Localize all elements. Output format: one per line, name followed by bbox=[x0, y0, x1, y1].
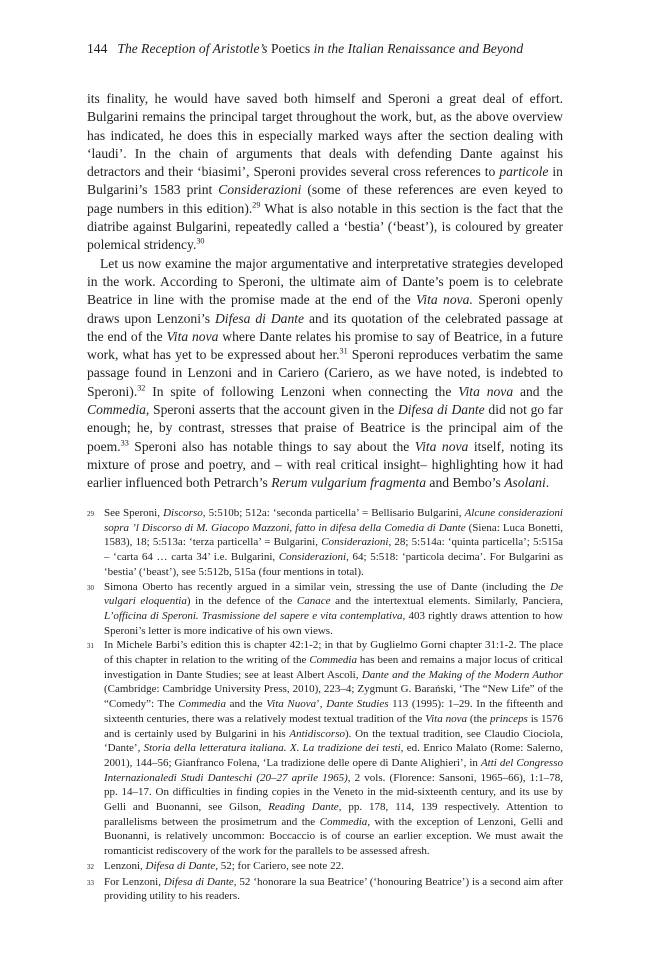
footnote-text bbox=[104, 580, 563, 639]
italic-run: Canace bbox=[296, 595, 331, 608]
footnote-text bbox=[104, 875, 563, 904]
text-run: and the bbox=[513, 383, 564, 399]
italic-run: Discorso bbox=[163, 507, 203, 519]
italic-run: Vita nova bbox=[425, 712, 468, 725]
italic-run: Difesa di Dante bbox=[214, 310, 305, 326]
footnote-text bbox=[104, 506, 563, 580]
italic-run: Difesa di Dante bbox=[163, 875, 234, 888]
page-number: 144 bbox=[87, 41, 108, 56]
footnote-number: 33 bbox=[87, 878, 94, 887]
text-run: ) in the defence of the bbox=[186, 595, 297, 608]
footnote-29 bbox=[87, 506, 563, 580]
italic-run: princeps bbox=[489, 712, 528, 725]
text-run: , 5:510b; 512a: ‘seconda particella’ = Bellisario Bulgarini, bbox=[202, 507, 465, 519]
text-run: and Bembo’s bbox=[426, 475, 505, 491]
italic-run: Asolani bbox=[504, 475, 546, 491]
italic-run: Considerazioni bbox=[218, 182, 302, 198]
italic-run: Commedia bbox=[319, 815, 368, 828]
text-run: , ed. Enrico Malato (Rome: Salerno, 2001), 144–56; Gianfranco Folena, ‘La tradizione delle opere di Dante Alighieri’, in bbox=[104, 742, 563, 769]
text-run: , 52; for Cariero, see note 22. bbox=[215, 859, 344, 872]
text-run: did not go far enough; he, by contrast, stresses that praise of Beatrice is the principal aim of the poem. bbox=[87, 402, 563, 454]
note-ref-33[interactable]: 33 bbox=[120, 437, 129, 447]
text-run: (Cambridge: Cambridge University Press, 2010), 223–4; Zygmunt G. Barański, ‘The “New Life” of the “Comedy”: The bbox=[104, 683, 563, 711]
italic-run: Dante and the Making of the Modern Author bbox=[361, 668, 563, 681]
italic-run: Vita nova bbox=[458, 383, 514, 399]
note-ref-32[interactable]: 32 bbox=[137, 383, 146, 393]
italic-run: Commedia bbox=[178, 698, 226, 711]
italic-run: Vita Nuova bbox=[266, 698, 317, 711]
text-run: Simona Oberto has recently argued in a similar vein, stressing the use of Dante (including the bbox=[104, 580, 551, 593]
italic-run: Reading Dante bbox=[268, 801, 339, 814]
footnote-31 bbox=[87, 638, 563, 859]
text-run: What is also notable in this section is the fact that the diatribe against Bulgarini, repeatedly called a ‘bestia’ (‘beast’), is coloured by greater polemical stridency. bbox=[87, 200, 563, 253]
text-run: For Lenzoni, bbox=[104, 875, 164, 888]
footnote-number: 32 bbox=[87, 862, 94, 871]
footnotes bbox=[87, 506, 563, 904]
text-run: , pp. 178, 114, 139 respectively. Attention to parallelisms between the prosimetrum and the bbox=[104, 801, 563, 828]
italic-run: Difesa di Dante bbox=[397, 402, 485, 418]
footnote-text bbox=[104, 859, 563, 875]
text-run: In Michele Barbi’s edition this is chapter 42:1-2; in that by Guglielmo Gorni chapter 31:1-2. The place of this chapter in relation to the writing of the bbox=[104, 639, 563, 667]
text-run: itself, noting its mixture of prose and poetry, and – with real critical insight– highlighting how it had earlier influenced both Petrarch’s bbox=[87, 438, 564, 491]
text-run: , Speroni asserts that the account given in the bbox=[145, 402, 398, 418]
italic-run: Vita nova bbox=[414, 438, 469, 454]
italic-run: De vulgari eloquentia bbox=[104, 580, 563, 608]
text-run: Let us now examine the major argumentative and interpretative strategies developed in the work. According to Speroni, the ultimate aim of Dante’s poem is to celebrate Beatrice in line with the promise made at the end of the bbox=[87, 255, 563, 308]
text-run: Speroni reproduces verbatim the same passage found in Lenzoni and in Cariero (Cariero, as we have noted, is indebted to Speroni). bbox=[87, 347, 564, 399]
italic-run: Alcune considerazioni sopra ’l Discorso di M. Giacopo Mazzoni, fatto in difesa della Comedia di Dante bbox=[104, 507, 563, 534]
text-run: where Dante relates his promise to say of Beatrice, in a future work, what has yet to be expressed about her. bbox=[87, 328, 564, 363]
text-run: is 1576 and is certainly used by Bulgarini in his bbox=[104, 712, 563, 740]
text-run: and its quotation of the celebrated passage at the end of the bbox=[87, 310, 564, 344]
text-run: , 64; 5:518: ‘particola decima’. For Bulgarini as ‘bestia’ (‘beast’), see 5:512b, 515a (four mentions in total). bbox=[104, 551, 563, 578]
running-title-rest: in the Italian Renaissance and Beyond bbox=[313, 41, 524, 56]
paragraph-2 bbox=[87, 255, 563, 493]
footnote-33 bbox=[87, 875, 563, 904]
text-run: (the bbox=[467, 712, 490, 725]
footnote-number: 30 bbox=[87, 583, 94, 592]
italic-run: Vita nova. bbox=[416, 292, 473, 308]
italic-run: Rerum vulgarium fragmenta bbox=[271, 475, 427, 491]
text-run: , 52 ‘honorare la sua Beatrice’ (‘honouring Beatrice’) is a second aim after providing utility to his readers. bbox=[104, 875, 563, 903]
footnote-32 bbox=[87, 859, 563, 875]
running-title: The Reception of Aristotle’s bbox=[117, 41, 268, 56]
italic-run: Storia della letteratura italiana. X. La tradizione dei testi bbox=[143, 742, 401, 755]
italic-run: Antidiscorso bbox=[289, 727, 345, 740]
text-run: , 28; 5:514a: ‘quinta particella’; 5:515a – ‘carta 64 … carta 34’ i.e. Bulgarini, bbox=[104, 536, 563, 564]
text-run: , with the exception of Lenzoni, Gelli and Buonanni, is relatively uncommon: Boccaccio is of course an earlier exception. We must await the romanticist rediscovery of the work for the parallels to be assessed afresh. bbox=[104, 815, 563, 858]
italic-run: Difesa di Dante bbox=[145, 859, 216, 872]
italic-run: L’officina di Speroni. Trasmissione del sapere e vita contemplativa bbox=[104, 609, 403, 622]
text-run: . bbox=[545, 475, 550, 491]
footnote-number: 29 bbox=[87, 510, 94, 518]
text-run: 113 (1995): 1–29. In the fifteenth and sixteenth centuries, there was a relatively modest textual tradition of the bbox=[104, 698, 563, 725]
note-ref-30[interactable]: 30 bbox=[196, 236, 205, 246]
running-title-poetics: Poetics bbox=[267, 41, 314, 56]
text-run: Lenzoni, bbox=[104, 859, 146, 872]
text-run: (Siena: Luca Bonetti, 1583), 18; 5:513a: ‘terza particella’ = Bulgarini, bbox=[104, 521, 563, 549]
text-run: See Speroni, bbox=[104, 507, 164, 519]
text-run: (some of these references are even keyed to page numbers in this edition). bbox=[87, 182, 563, 216]
text-run: ’, bbox=[316, 698, 327, 711]
note-ref-31[interactable]: 31 bbox=[339, 346, 348, 356]
text-run: , 403 rightly draws attention to how Speroni’s letter is more indicative of his own views. bbox=[104, 609, 563, 637]
text-run: and the intertextual elements. Similarly, Panciera, bbox=[330, 595, 564, 608]
paragraph-1 bbox=[87, 90, 563, 255]
italic-run: particole bbox=[499, 164, 549, 180]
body-text bbox=[87, 90, 563, 493]
italic-run: Commedia bbox=[87, 402, 146, 418]
text-run: In spite of following Lenzoni when connecting the bbox=[145, 383, 459, 399]
footnote-number: 31 bbox=[87, 642, 94, 651]
italic-run: Dante Studies bbox=[326, 698, 389, 711]
text-run: its finality, he would have saved both himself and Speroni a great deal of effort. Bulgarini remains the principal target throughout the work, but, as the above overview has indicated, he does this in especially marked ways after the section dealing with ‘laudi’. In the chain of arguments that deals with defending Dante against his detractors and their ‘biasimi’, Speroni provides several cross references to bbox=[87, 91, 563, 180]
italic-run: Atti del Congresso Internazionaledi Studi Danteschi (20–27 aprile 1965) bbox=[104, 756, 563, 784]
text-run: Speroni openly draws upon Lenzoni’s bbox=[87, 292, 563, 326]
text-run: in Bulgarini’s 1583 print bbox=[87, 164, 563, 198]
text-run: and the bbox=[225, 698, 267, 711]
italic-run: Considerazioni bbox=[278, 551, 347, 564]
italic-run: Vita nova bbox=[166, 328, 219, 344]
text-run: has been and remains a major locus of critical investigation in Dante Studies; see at least Albert Ascoli, bbox=[104, 654, 563, 681]
running-head bbox=[87, 41, 567, 57]
italic-run: Commedia bbox=[309, 654, 357, 667]
text-run: , 2 vols. (Florence: Sansoni, 1965–66), 1:1–78, pp. 14–17. On difficulties in finding copies in the Veneto in the mid-sixteenth century, and its use by Gelli and Buonanni, see Gilson, bbox=[104, 771, 563, 814]
italic-run: Considerazioni bbox=[321, 536, 389, 549]
note-ref-29[interactable]: 29 bbox=[252, 200, 261, 210]
text-run: ). On the textual tradition, see Claudio Ciociola, ‘Dante’, bbox=[104, 727, 563, 755]
text-run: Speroni also has notable things to say about the bbox=[128, 438, 415, 454]
footnote-text bbox=[104, 638, 563, 859]
footnote-30 bbox=[87, 580, 563, 639]
